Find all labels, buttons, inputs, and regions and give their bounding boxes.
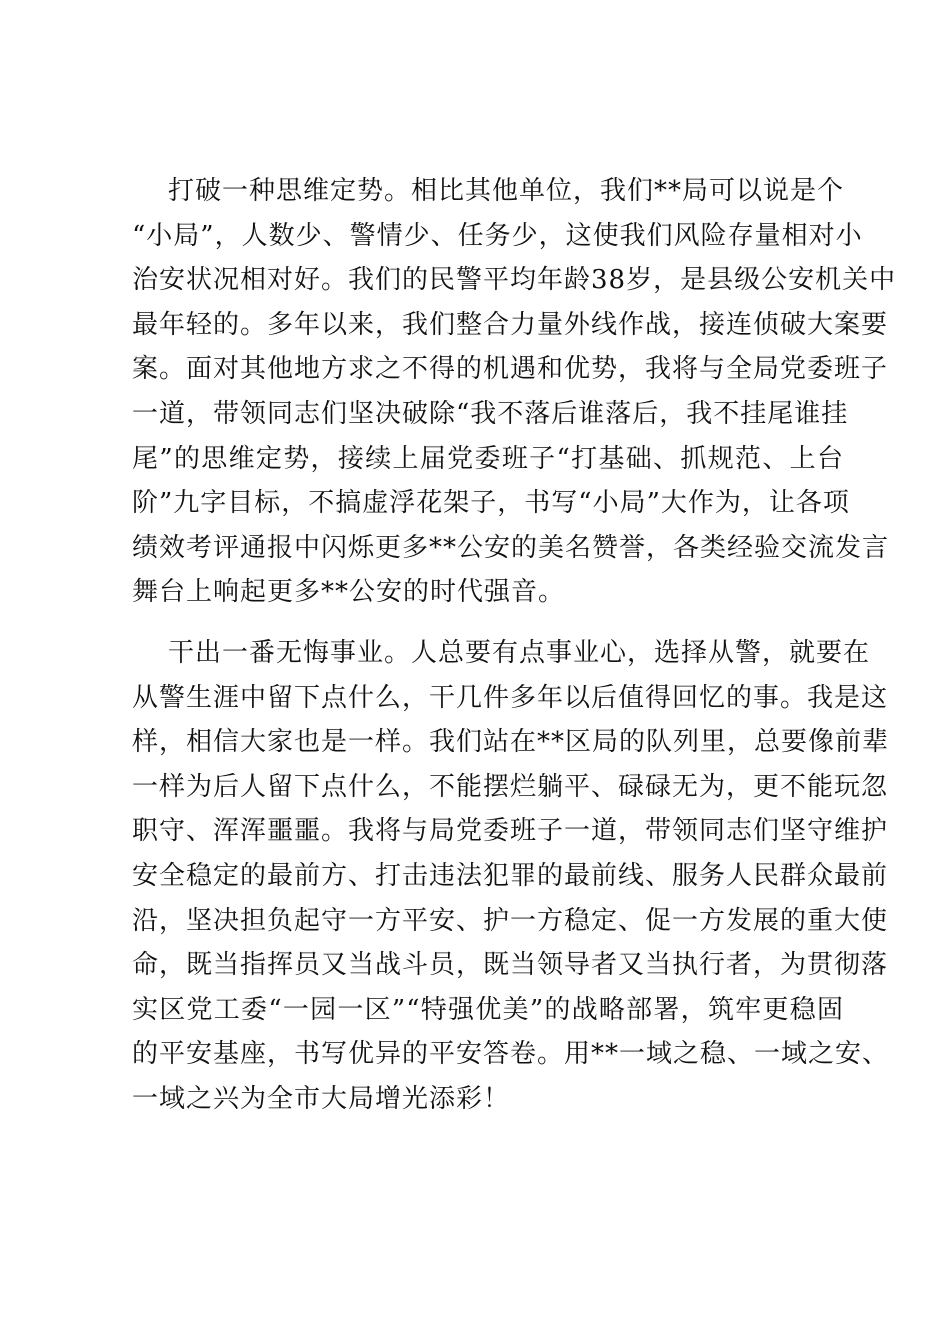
paragraph-line: 安全稳定的最前方、打击违法犯罪的最前线、服务人民群众最前 xyxy=(132,860,889,891)
paragraph-line: 一样为后人留下点什么，不能摆烂躺平、碌碌无为，更不能玩忽 xyxy=(132,771,889,802)
paragraph-line: 的平安基座，书写优异的平安答卷。用**一域之稳、一域之安、 xyxy=(132,1039,890,1070)
paragraph-line: 打破一种思维定势。相比其他单位，我们**局可以说是个 xyxy=(168,176,845,206)
paragraph-line: 一域之兴为全市大局增光添彩！ xyxy=(132,1083,511,1114)
paragraph-line: 命，既当指挥员又当战斗员，既当领导者又当执行者，为贯彻落 xyxy=(132,950,889,981)
paragraph-line: 职守、浑浑噩噩。我将与局党委班子一道，带领同志们坚守维护 xyxy=(132,816,889,847)
paragraph-line: 最年轻的。多年以来，我们整合力量外线作战，接连侦破大案要 xyxy=(132,309,889,340)
paragraph-line: 阶”九字目标，不搞虚浮花架子，书写“小局”大作为，让各项 xyxy=(132,488,850,519)
paragraph-line: 治安状况相对好。我们的民警平均年龄38岁，是县级公安机关中 xyxy=(132,265,897,296)
paragraph-line: 从警生涯中留下点什么，干几件多年以后值得回忆的事。我是这 xyxy=(132,682,889,713)
paragraph-line: 样，相信大家也是一样。我们站在**区局的队列里，总要像前辈 xyxy=(132,727,890,758)
paragraph-line: 干出一番无悔事业。人总要有点事业心，选择从警，就要在 xyxy=(168,638,871,668)
paragraph-line: 沿，坚决担负起守一方平安、护一方稳定、促一方发展的重大使 xyxy=(132,905,889,936)
paragraph-line: “小局”，人数少、警情少、任务少，这使我们风险存量相对小 xyxy=(132,220,863,251)
paragraph-line: 实区党工委“一园一区”“特强优美”的战略部署，筑牢更稳固 xyxy=(132,994,844,1025)
paragraph-line: 舞台上响起更多**公安的时代强音。 xyxy=(132,577,566,608)
paragraph-line: 案。面对其他地方求之不得的机遇和优势，我将与全局党委班子 xyxy=(132,354,889,385)
paragraph-break-mindset xyxy=(132,169,897,615)
paragraph-line: 绩效考评通报中闪烁更多**公安的美名赞誉，各类经验交流发言 xyxy=(132,532,890,563)
paragraph-line: 一道，带领同志们坚决破除“我不落后谁落后，我不挂尾谁挂 xyxy=(132,398,849,429)
paragraph-career-achievement xyxy=(132,631,890,1122)
paragraph-line: 尾”的思维定势，接续上届党委班子“打基础、抓规范、上台 xyxy=(132,443,844,474)
